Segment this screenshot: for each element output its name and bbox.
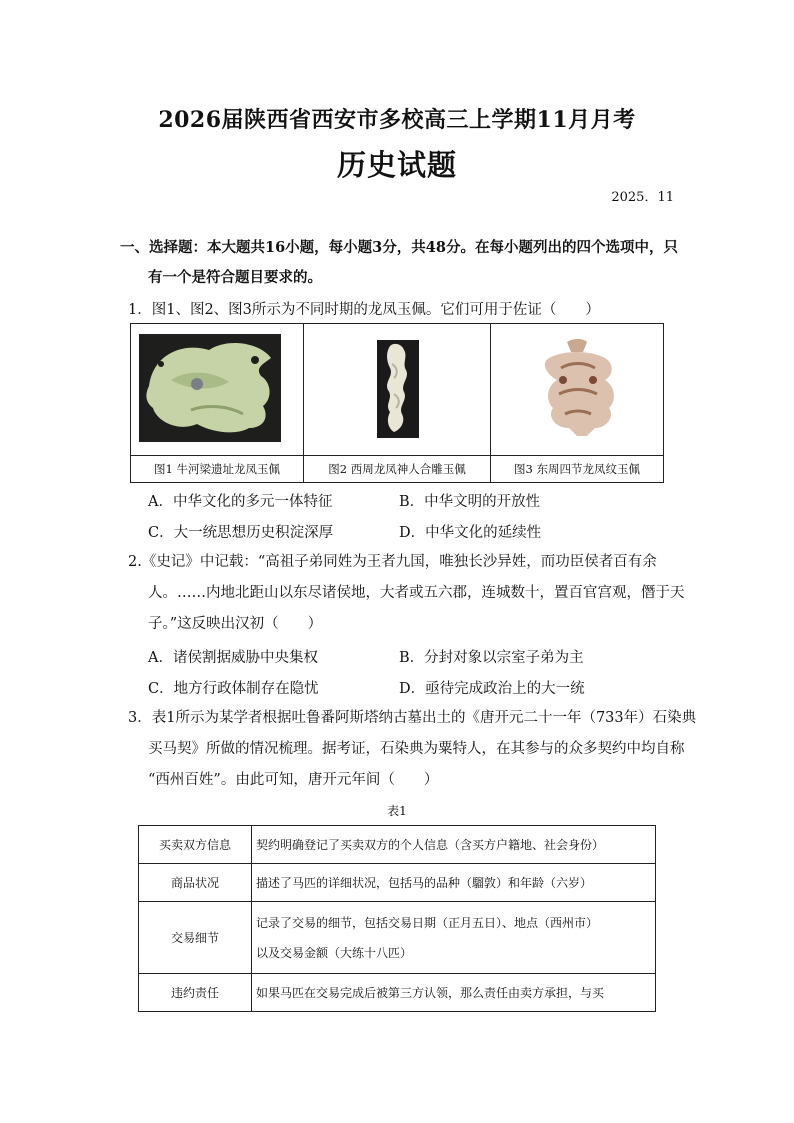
section-heading-line2: 有一个是符合题目要求的。 — [148, 269, 322, 286]
q1-option-c[interactable]: C．大一统思想历史积淀深厚 — [148, 525, 334, 541]
q2-option-a[interactable]: A．诸侯割据威胁中央集权 — [148, 650, 318, 666]
exam-date: 2025．11 — [611, 190, 674, 205]
table-value-multiline — [252, 902, 656, 974]
table-1-caption: 表1 — [387, 804, 407, 818]
table-key: 违约责任 — [139, 974, 252, 1012]
jade-pendant-image-1 — [131, 324, 303, 451]
question-2-line2: 人。……内地北距山以东尽诸侯地，大者或五六郡，连城数十，置百官宫观，僭于天 — [148, 585, 685, 601]
jade-pendant-image-2 — [304, 324, 490, 451]
table-value-line2: 以及交易金额（大练十八匹） — [256, 945, 413, 960]
table-1 — [138, 825, 656, 1012]
table-row — [139, 974, 656, 1012]
exam-title: 2026届陕西省西安市多校高三上学期11月月考 — [158, 107, 636, 133]
q2-option-d[interactable]: D．亟待完成政治上的大一统 — [399, 681, 585, 697]
table-value: 描述了马匹的详细状况，包括马的品种（騮敦）和年龄（六岁） — [252, 864, 656, 902]
figure-1-cell — [131, 324, 304, 456]
table-value: 契约明确登记了买卖双方的个人信息（含买方户籍地、社会身份） — [252, 826, 656, 864]
table-value: 如果马匹在交易完成后被第三方认领，那么责任由卖方承担，与买 — [252, 974, 656, 1012]
figure-2-cell — [304, 324, 491, 456]
figure-1-caption: 图1 牛河梁遗址龙凤玉佩 — [131, 456, 304, 483]
q2-option-c[interactable]: C．地方行政体制存在隐忧 — [148, 681, 319, 697]
question-3-line1: 3．表1所示为某学者根据吐鲁番阿斯塔纳古墓出土的《唐开元二十一年（733年）石染典 — [128, 710, 697, 726]
table-value-line1: 记录了交易的细节，包括交易日期（正月五日）、地点（西州市） — [256, 915, 599, 930]
table-key: 买卖双方信息 — [139, 826, 252, 864]
question-3-line2: 买马契》所做的情况梳理。据考证，石染典为粟特人，在其参与的众多契约中均自称 — [148, 741, 685, 757]
question-2-line3: 子。”这反映出汉初（ ） — [148, 616, 323, 632]
q1-option-a[interactable]: A．中华文化的多元一体特征 — [148, 494, 333, 510]
question-1-figure-table — [130, 323, 664, 483]
question-1-stem: 1．图1、图2、图3所示为不同时期的龙凤玉佩。它们可用于佐证（ ） — [128, 302, 600, 318]
figure-3-caption: 图3 东周四节龙凤纹玉佩 — [491, 456, 664, 483]
section-heading-line1: 一、选择题：本大题共16小题，每小题3分，共48分。在每小题列出的四个选项中，只 — [120, 239, 678, 256]
figure-2-caption: 图2 西周龙凤神人合雕玉佩 — [304, 456, 491, 483]
question-2-line1: 2.《史记》中记载：“高祖子弟同姓为王者九国，唯独长沙异姓，而功臣侯者百有余 — [128, 554, 657, 570]
figure-3-cell — [491, 324, 664, 456]
table-key: 商品状况 — [139, 864, 252, 902]
q1-option-d[interactable]: D．中华文化的延续性 — [399, 525, 542, 541]
exam-subject: 历史试题 — [336, 148, 457, 182]
question-3-line3: “西州百姓”。由此可知，唐开元年间（ ） — [148, 772, 439, 788]
table-key: 交易细节 — [139, 902, 252, 974]
table-row — [139, 902, 656, 974]
q1-option-b[interactable]: B．中华文明的开放性 — [399, 494, 541, 510]
table-row — [139, 826, 656, 864]
jade-pendant-image-3 — [491, 324, 663, 451]
q2-option-b[interactable]: B．分封对象以宗室子弟为主 — [399, 650, 584, 666]
table-row — [139, 864, 656, 902]
